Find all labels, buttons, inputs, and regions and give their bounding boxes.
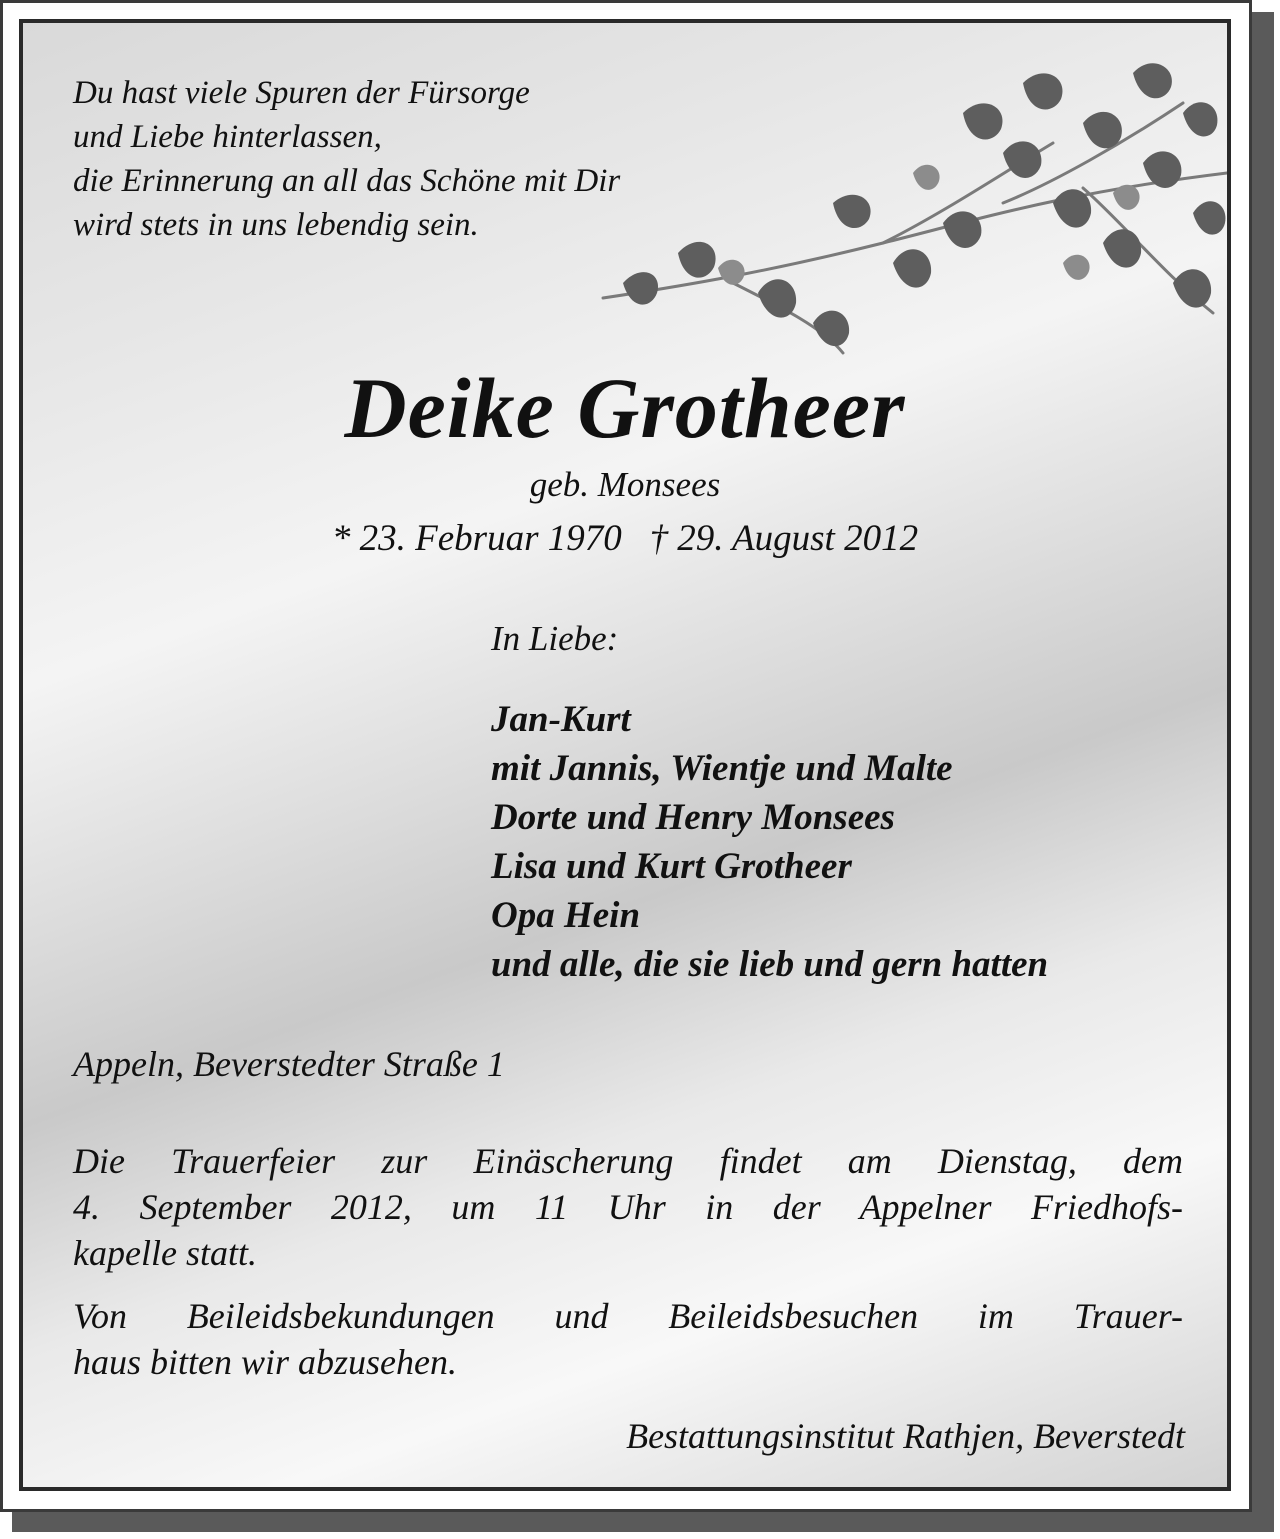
mourners-intro: In Liebe: xyxy=(491,619,619,658)
poem-line: die Erinnerung an all das Schöne mit Dir xyxy=(73,163,621,199)
poem-line: und Liebe hinterlassen, xyxy=(73,119,382,155)
family-address: Appeln, Beverstedter Straße 1 xyxy=(73,1044,505,1084)
condolence-line: Von Beileidsbekundungen und Beileidsbesuchen im Trauer- xyxy=(73,1296,1183,1336)
deceased-name: Deike Grotheer xyxy=(344,360,906,456)
poem-line: Du hast viele Spuren der Fürsorge xyxy=(73,75,530,111)
mourners-list xyxy=(491,695,1211,989)
obituary-card xyxy=(19,19,1231,1491)
birch-branch-icon xyxy=(583,53,1227,373)
mourner-line: und alle, die sie lieb und gern hatten xyxy=(491,944,1049,985)
ceremony-line: 4. September 2012, um 11 Uhr in der Appelner Friedhofs- xyxy=(73,1187,1183,1227)
birth-name: geb. Monsees xyxy=(529,465,721,504)
mourner-line: Dorte und Henry Monsees xyxy=(491,797,895,838)
poem-line: wird stets in uns lebendig sein. xyxy=(73,207,479,243)
mourner-line: Jan-Kurt xyxy=(491,699,631,740)
mourner-line: mit Jannis, Wientje und Malte xyxy=(491,748,953,789)
mourner-line: Opa Hein xyxy=(491,895,641,936)
undertaker: Bestattungsinstitut Rathjen, Beverstedt xyxy=(626,1416,1185,1456)
condolence-line: haus bitten wir abzusehen. xyxy=(73,1342,457,1382)
condolence-notice xyxy=(73,1293,1183,1385)
mourner-line: Lisa und Kurt Grotheer xyxy=(491,846,852,887)
ceremony-line: Die Trauerfeier zur Einäscherung findet am Dienstag, dem xyxy=(73,1141,1183,1181)
life-dates: * 23. Februar 1970 † 29. August 2012 xyxy=(331,518,919,559)
ceremony-notice xyxy=(73,1138,1183,1276)
ceremony-line: kapelle statt. xyxy=(73,1233,257,1273)
